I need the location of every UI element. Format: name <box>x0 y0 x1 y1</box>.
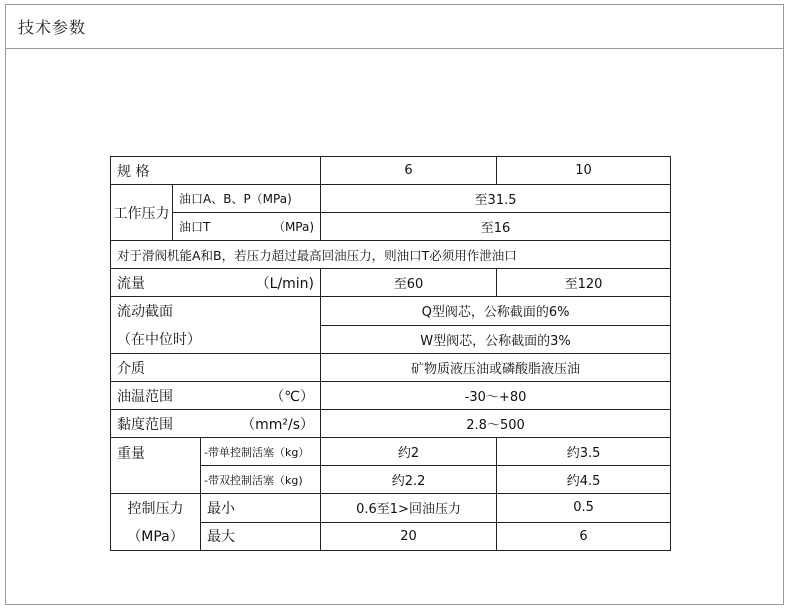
viscosity-cell <box>111 410 321 438</box>
control-max-label: 最大 <box>201 522 321 551</box>
oil-temp-unit: （℃） <box>270 388 315 405</box>
table-row <box>111 241 671 269</box>
port-abp-value: 至31.5 <box>321 185 671 213</box>
weight-double-v2: 约4.5 <box>497 466 671 494</box>
table-row <box>111 354 671 382</box>
flow-v1: 至60 <box>321 269 497 297</box>
port-t-unit: （MPa) <box>272 220 315 234</box>
viscosity-label: 黏度范围 <box>117 416 173 433</box>
flow-section-q: Q型阀芯，公称截面的6% <box>321 297 671 326</box>
table-row <box>111 494 671 523</box>
table-row <box>111 438 671 466</box>
oil-temp-value: -30～+80 <box>321 382 671 410</box>
port-t-label: 油口T <box>179 220 211 234</box>
spec-table <box>110 156 671 551</box>
control-min-v1: 0.6至1>回油压力 <box>321 494 497 523</box>
flow-section-w: W型阀芯，公称截面的3% <box>321 325 671 354</box>
flow-unit: （L/min) <box>255 275 315 292</box>
flow-section-label-cell <box>111 297 321 354</box>
table-row <box>111 269 671 297</box>
oil-temp-cell <box>111 382 321 410</box>
port-t-value: 至16 <box>321 213 671 241</box>
panel-title: 技术参数 <box>18 18 87 37</box>
table-row <box>111 157 671 185</box>
control-min-v2: 0.5 <box>497 494 671 523</box>
medium-label: 介质 <box>111 354 321 382</box>
flow-label: 流量 <box>117 275 145 292</box>
table-row <box>111 297 671 326</box>
flow-section-label2: （在中位时） <box>117 332 201 348</box>
control-pressure-label: 控制压力 <box>127 501 184 517</box>
weight-single-label: -带单控制活塞（kg） <box>201 438 321 466</box>
control-max-v1: 20 <box>321 522 497 551</box>
flow-cell <box>111 269 321 297</box>
weight-single-v1: 约2 <box>321 438 497 466</box>
table-row <box>111 213 671 241</box>
weight-label: 重量 <box>111 438 201 494</box>
drain-note: 对于滑阀机能A和B，若压力超过最高回油压力，则油口T必须用作泄油口 <box>111 241 671 269</box>
control-min-label: 最小 <box>201 494 321 523</box>
size-10: 10 <box>497 157 671 185</box>
weight-single-v2: 约3.5 <box>497 438 671 466</box>
table-row <box>111 382 671 410</box>
weight-double-v1: 约2.2 <box>321 466 497 494</box>
size-6: 6 <box>321 157 497 185</box>
control-pressure-label-cell <box>111 494 201 551</box>
control-max-v2: 6 <box>497 522 671 551</box>
flow-v2: 至120 <box>497 269 671 297</box>
working-pressure-label: 工作压力 <box>111 185 173 241</box>
control-pressure-unit: （MPa） <box>127 529 184 545</box>
flow-section-label: 流动截面 <box>117 304 173 320</box>
table-row <box>111 185 671 213</box>
table-row <box>111 410 671 438</box>
medium-value: 矿物质液压油或磷酸脂液压油 <box>321 354 671 382</box>
weight-double-label: -带双控制活塞（kg) <box>201 466 321 494</box>
oil-temp-label: 油温范围 <box>117 388 173 405</box>
viscosity-value: 2.8～500 <box>321 410 671 438</box>
viscosity-unit: （mm²/s） <box>241 416 315 433</box>
panel-header <box>6 5 783 49</box>
port-abp-label: 油口A、B、P（MPa) <box>173 185 321 213</box>
port-t-cell <box>173 213 321 241</box>
spec-label: 规 格 <box>111 157 321 185</box>
